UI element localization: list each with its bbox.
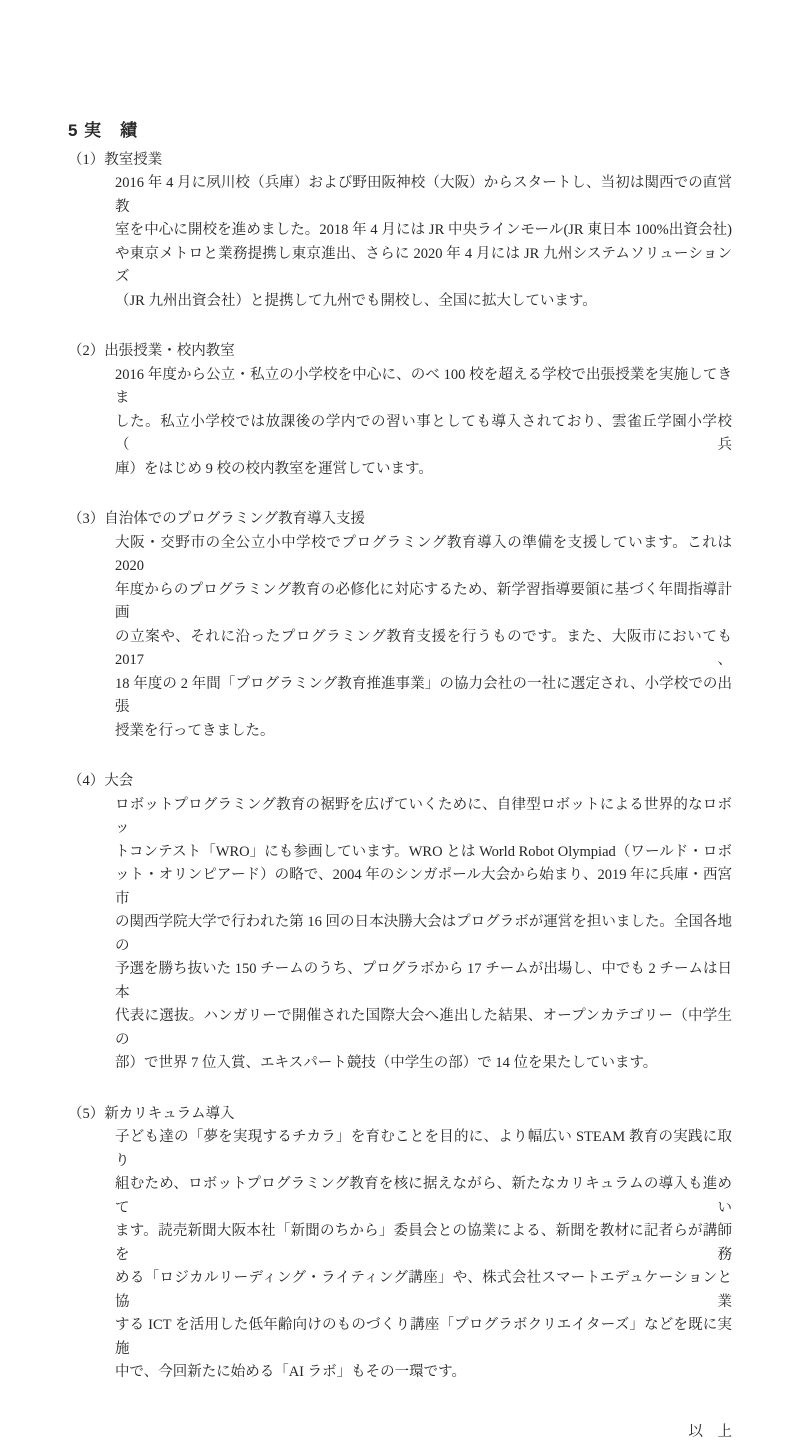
- body-line: の関西学院大学で行われた第 16 回の日本決勝大会はプログラボが運営を担いました。全国各地の: [115, 911, 732, 958]
- body-line: 代表に選抜。ハンガリーで開催された国際大会へ進出した結果、オープンカテゴリー（中学生の: [115, 1005, 732, 1052]
- body-line: 中で、今回新たに始める「AI ラボ」もその一環です。: [115, 1361, 732, 1385]
- section-3-municipal-support: [68, 508, 732, 743]
- section-2-visiting-lessons: [68, 340, 732, 481]
- body-line: 組むため、ロボットプログラミング教育を核に据えながら、新たなカリキュラムの導入も進めてい: [115, 1173, 732, 1220]
- body-line: 室を中心に開校を進めました。2018 年 4 月には JR 中央ラインモール(JR 東日本 100%出資会社): [115, 219, 732, 243]
- body-line: 大阪・交野市の全公立小中学校でプログラミング教育導入の準備を支援しています。これは 2020: [115, 532, 732, 579]
- body-line: や東京メトロと業務提携し東京進出、さらに 2020 年 4 月には JR 九州システムソリューションズ: [115, 243, 732, 290]
- section-heading: （1）教室授業: [68, 149, 732, 173]
- section-heading: （2）出張授業・校内教室: [68, 340, 732, 364]
- section-heading: （4）大会: [68, 770, 732, 794]
- body-line: 18 年度の 2 年間「プログラミング教育推進事業」の協力会社の一社に選定され、小学校での出張: [115, 673, 732, 720]
- body-line: 部）で世界 7 位入賞、エキスパート競技（中学生の部）で 14 位を果たしています。: [115, 1052, 732, 1076]
- body-line: （JR 九州出資会社）と提携して九州でも開校し、全国に拡大しています。: [115, 290, 732, 314]
- body-line: トコンテスト「WRO」にも参画しています。WRO とは World Robot Olympiad（ワールド・ロボ: [115, 841, 732, 865]
- document-title: 5 実 績: [68, 119, 732, 143]
- body-line: 予選を勝ち抜いた 150 チームのうち、プログラボから 17 チームが出場し、中でも 2 チームは日本: [115, 958, 732, 1005]
- section-heading: （3）自治体でのプログラミング教育導入支援: [68, 508, 732, 532]
- section-body: [115, 364, 732, 482]
- section-body: [115, 172, 732, 313]
- section-body: [115, 532, 732, 744]
- section-4-competitions: [68, 770, 732, 1076]
- body-line: の立案や、それに沿ったプログラミング教育支援を行うものです。また、大阪市においても 2017、: [115, 626, 732, 673]
- body-line: ロボットプログラミング教育の裾野を広げていくために、自律型ロボットによる世界的なロボッ: [115, 794, 732, 841]
- section-5-new-curriculum: [68, 1103, 732, 1385]
- body-line: める「ロジカルリーディング・ライティング講座」や、株式会社スマートエデュケーションと協業: [115, 1267, 732, 1314]
- section-body: [115, 1126, 732, 1385]
- body-line: 2016 年度から公立・私立の小学校を中心に、のべ 100 校を超える学校で出張授業を実施してきま: [115, 364, 732, 411]
- body-line: 子ども達の「夢を実現するチカラ」を育むことを目的に、より幅広い STEAM 教育の実践に取り: [115, 1126, 732, 1173]
- body-line: ット・オリンピアード）の略で、2004 年のシンガポール大会から始まり、2019 年に兵庫・西宮市: [115, 864, 732, 911]
- body-line: 授業を行ってきました。: [115, 720, 732, 744]
- body-line: した。私立小学校では放課後の学内での習い事としても導入されており、雲雀丘学園小学校（兵: [115, 411, 732, 458]
- body-line: ます。読売新聞大阪本社「新聞のちから」委員会との協業による、新聞を教材に記者らが講師を務: [115, 1220, 732, 1267]
- section-body: [115, 794, 732, 1076]
- body-line: 年度からのプログラミング教育の必修化に対応するため、新学習指導要領に基づく年間指導計画: [115, 579, 732, 626]
- section-heading: （5）新カリキュラム導入: [68, 1103, 732, 1127]
- body-line: する ICT を活用した低年齢向けのものづくり講座「プログラボクリエイターズ」などを既に実施: [115, 1314, 732, 1361]
- section-1-classroom-lessons: [68, 149, 732, 314]
- closing-mark: 以 上: [68, 1421, 732, 1444]
- body-line: 2016 年 4 月に夙川校（兵庫）および野田阪神校（大阪）からスタートし、当初は関西での直営教: [115, 172, 732, 219]
- body-line: 庫）をはじめ 9 校の校内教室を運営しています。: [115, 458, 732, 482]
